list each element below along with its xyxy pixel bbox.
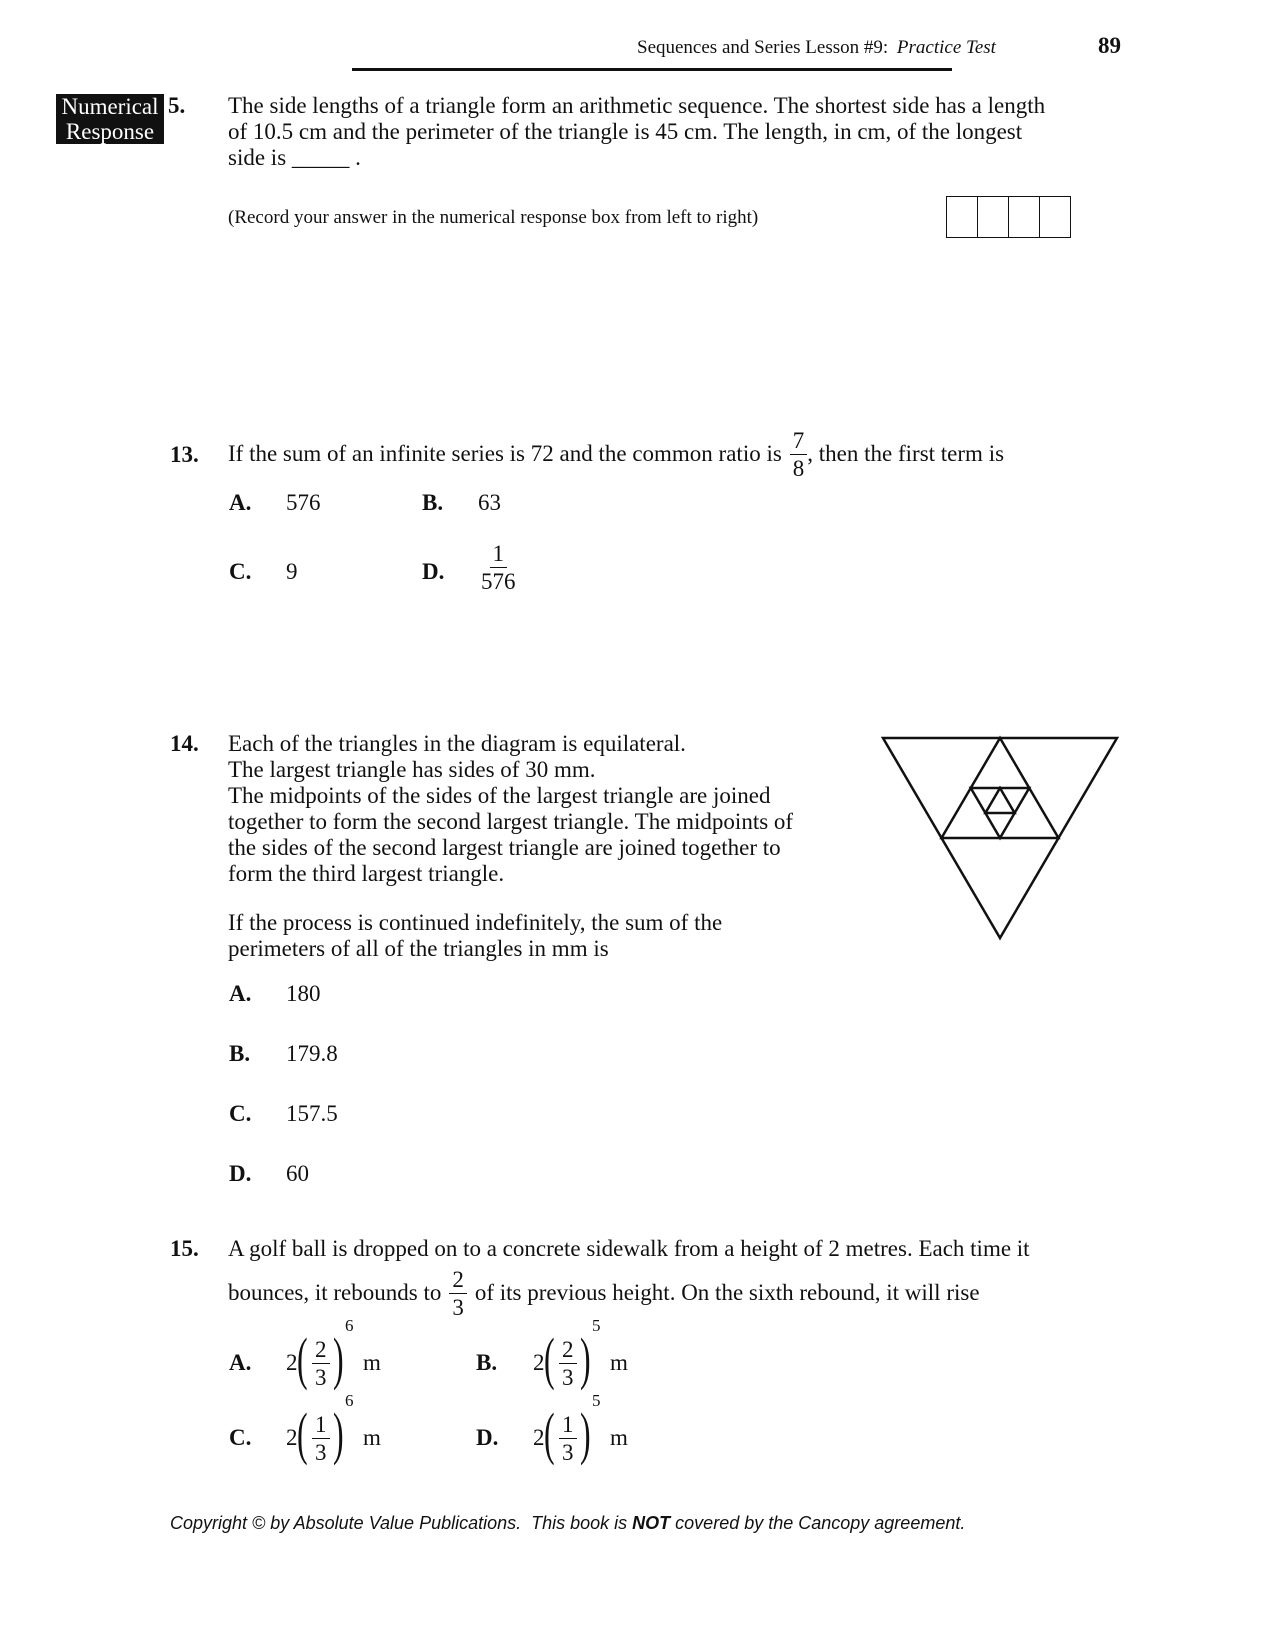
option-fraction — [559, 1338, 577, 1389]
option-letter[interactable]: A. — [229, 490, 252, 515]
fraction-numerator: 1 — [559, 1413, 577, 1439]
q14-line-3: The midpoints of the sides of the largest triangle are joined — [228, 783, 771, 808]
q14-question-line-1: If the process is continued indefinitely, the sum of the — [228, 910, 723, 935]
response-cell-1[interactable] — [947, 197, 978, 237]
q13-text-before: If the sum of an infinite series is 72 and the common ratio is — [228, 441, 782, 466]
fraction — [559, 1338, 577, 1389]
option-letter[interactable]: D. — [476, 1425, 499, 1450]
fraction-numerator: 1 — [490, 542, 508, 568]
q15-line-2-after: of its previous height. On the sixth rebound, it will rise — [474, 1280, 980, 1305]
option-unit: m — [363, 1350, 381, 1375]
q5-text — [228, 93, 1045, 171]
q15-line-2 — [228, 1263, 980, 1323]
common-ratio-fraction — [790, 429, 808, 480]
option-exponent: 6 — [345, 1316, 354, 1335]
fraction-denominator: 3 — [562, 1365, 574, 1390]
option-value: 9 — [286, 559, 298, 584]
q14-question-line-2: perimeters of all of the triangles in mm is — [228, 936, 609, 961]
rebound-fraction — [449, 1268, 467, 1319]
fraction-denominator: 3 — [315, 1440, 327, 1465]
right-paren: ) — [333, 1326, 344, 1391]
response-cell-3[interactable] — [1009, 197, 1040, 237]
option-value: 157.5 — [286, 1101, 338, 1126]
option-fraction — [559, 1413, 577, 1464]
ratio-numerator: 7 — [790, 429, 808, 455]
q15-line-2-before: bounces, it rebounds to — [228, 1280, 442, 1305]
right-paren: ) — [580, 1401, 591, 1466]
option-letter[interactable]: B. — [476, 1350, 498, 1375]
fraction-numerator: 1 — [312, 1413, 330, 1439]
fraction — [312, 1413, 330, 1464]
left-paren: ( — [297, 1401, 308, 1466]
option-unit: m — [363, 1425, 381, 1450]
option-coefficient: 2 — [286, 1425, 298, 1450]
q15-line-1: A golf ball is dropped on to a concrete sidewalk from a height of 2 metres. Each time it — [228, 1236, 1030, 1261]
option-coefficient: 2 — [533, 1350, 545, 1375]
left-paren: ( — [544, 1401, 555, 1466]
option-unit: m — [610, 1350, 628, 1375]
option-exponent: 5 — [592, 1391, 601, 1410]
fourth-triangle — [985, 788, 1014, 813]
q5-instruction: (Record your answer in the numerical response box from left to right) — [228, 207, 759, 228]
q5-line-1: The side lengths of a triangle form an arithmetic sequence. The shortest side has a length — [228, 93, 1046, 118]
option-letter[interactable]: C. — [229, 559, 252, 584]
q13-text-after: , then the first term is — [807, 441, 1005, 466]
footer-not: NOT — [632, 1513, 671, 1533]
option-value: 60 — [286, 1161, 309, 1186]
q14-line-5: the sides of the second largest triangle are joined together to — [228, 835, 781, 860]
option-letter[interactable]: B. — [229, 1041, 251, 1066]
option-letter[interactable]: A. — [229, 981, 252, 1006]
header-title-row — [637, 37, 996, 59]
header-subtitle: Practice Test — [896, 37, 996, 58]
q13-text — [228, 420, 1004, 488]
q5-line-3: side is _____ . — [228, 145, 361, 170]
option-letter[interactable]: D. — [229, 1161, 252, 1186]
question-number: 5. — [168, 93, 186, 118]
right-paren: ) — [333, 1401, 344, 1466]
fraction-numerator: 2 — [559, 1338, 577, 1364]
page-number: 89 — [1098, 33, 1121, 58]
option-exponent: 5 — [592, 1316, 601, 1335]
option-letter[interactable]: C. — [229, 1425, 252, 1450]
option-coefficient: 2 — [533, 1425, 545, 1450]
option-value: 179.8 — [286, 1041, 338, 1066]
q15-option-a — [229, 1316, 389, 1398]
q5-line-2: of 10.5 cm and the perimeter of the triangle is 45 cm. The length, in cm, of the longest — [228, 119, 1023, 144]
option-exponent: 6 — [345, 1391, 354, 1410]
q14-question — [228, 910, 722, 962]
ratio-denominator: 8 — [792, 455, 805, 481]
fraction-numerator: 2 — [449, 1268, 467, 1294]
q15-option-d — [476, 1391, 636, 1473]
option-value: 576 — [286, 490, 321, 515]
fraction-denominator: 3 — [452, 1294, 464, 1320]
footer-part-1: Copyright © by Absolute Value Publications. This book is — [170, 1513, 633, 1533]
fraction-numerator: 2 — [312, 1338, 330, 1364]
right-paren: ) — [580, 1326, 591, 1391]
q14-line-6: form the third largest triangle. — [228, 861, 505, 886]
question-number: 14. — [170, 731, 199, 756]
fraction — [559, 1413, 577, 1464]
q14-text — [228, 731, 793, 887]
header-rule — [352, 68, 952, 71]
badge-line-1: Numerical — [61, 94, 159, 119]
badge-line-2: Response — [65, 119, 155, 144]
response-cell-4[interactable] — [1040, 197, 1070, 237]
q14-line-1: Each of the triangles in the diagram is equilateral. — [228, 731, 686, 756]
option-fraction — [312, 1413, 330, 1464]
q14-line-4: together to form the second largest triangle. The midpoints of — [228, 809, 794, 834]
option-letter[interactable]: A. — [229, 1350, 252, 1375]
option-d-fraction — [478, 542, 519, 593]
fraction-denominator: 3 — [562, 1440, 574, 1465]
q15-option-c — [229, 1391, 389, 1473]
nested-triangles-diagram — [880, 735, 1120, 945]
q15-option-b — [476, 1316, 636, 1398]
option-value: 63 — [478, 490, 501, 515]
footer-part-2: covered by the Cancopy agreement. — [670, 1513, 966, 1533]
option-coefficient: 2 — [286, 1350, 298, 1375]
option-unit: m — [610, 1425, 628, 1450]
fraction — [478, 542, 519, 593]
option-letter[interactable]: B. — [422, 490, 444, 515]
option-letter[interactable]: C. — [229, 1101, 252, 1126]
fraction-denominator: 3 — [315, 1365, 327, 1390]
question-number: 15. — [170, 1236, 199, 1261]
left-paren: ( — [297, 1326, 308, 1391]
header-title: Sequences and Series Lesson #9: — [637, 37, 889, 58]
numerical-response-box[interactable] — [946, 196, 1071, 238]
fraction — [312, 1338, 330, 1389]
fraction-denominator: 576 — [481, 569, 516, 594]
response-cell-2[interactable] — [978, 197, 1009, 237]
numerical-response-badge — [56, 94, 164, 144]
copyright-footer — [170, 1513, 965, 1534]
option-letter[interactable]: D. — [422, 559, 445, 584]
q14-line-2: The largest triangle has sides of 30 mm. — [228, 757, 596, 782]
question-number: 13. — [170, 442, 199, 467]
option-value: 180 — [286, 981, 321, 1006]
left-paren: ( — [544, 1326, 555, 1391]
option-fraction — [312, 1338, 330, 1389]
